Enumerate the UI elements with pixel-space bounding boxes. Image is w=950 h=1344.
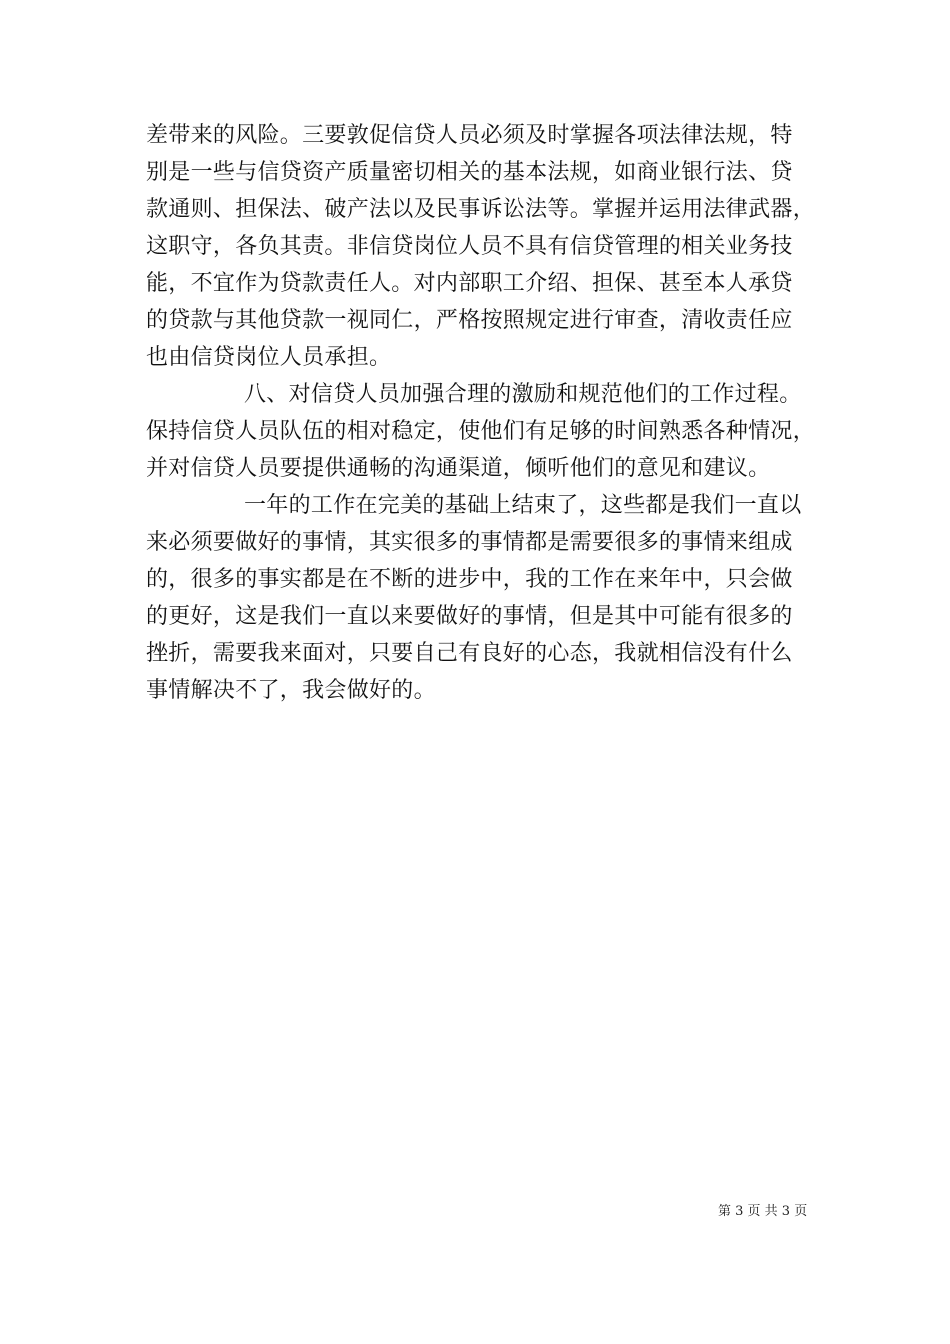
paragraph-3 bbox=[146, 487, 810, 709]
text-line: 款通则、担保法、破产法以及民事诉讼法等。掌握并运用法律武器， bbox=[146, 197, 816, 222]
text-line: 来必须要做好的事情，其实很多的事情都是需要很多的事情来组成 bbox=[146, 530, 793, 555]
text-line: 别是一些与信贷资产质量密切相关的基本法规，如商业银行法、贷 bbox=[146, 160, 793, 185]
page-footer: 第 3 页 共 3 页 bbox=[718, 1204, 808, 1219]
text-line: 挫折，需要我来面对，只要自己有良好的心态，我就相信没有什么 bbox=[146, 641, 793, 666]
paragraph-2 bbox=[146, 376, 816, 487]
text-line: 能，不宜作为贷款责任人。对内部职工介绍、担保、甚至本人承贷 bbox=[146, 271, 793, 296]
text-line: 的，很多的事实都是在不断的进步中，我的工作在来年中，只会做 bbox=[146, 567, 793, 592]
paragraph-1 bbox=[146, 117, 816, 376]
text-line: 差带来的风险。三要敦促信贷人员必须及时掌握各项法律法规，特 bbox=[146, 123, 793, 148]
text-line: 并对信贷人员要提供通畅的沟通渠道，倾听他们的意见和建议。 bbox=[146, 456, 771, 481]
text-line: 保持信贷人员队伍的相对稳定，使他们有足够的时间熟悉各种情况， bbox=[146, 419, 816, 444]
text-line: 这职守，各负其责。非信贷岗位人员不具有信贷管理的相关业务技 bbox=[146, 234, 793, 259]
text-line: 也由信贷岗位人员承担。 bbox=[146, 345, 392, 370]
text-line-indented: 一年的工作在完美的基础上结束了，这些都是我们一直以 bbox=[244, 493, 802, 518]
text-line: 的贷款与其他贷款一视同仁，严格按照规定进行审查，清收责任应 bbox=[146, 308, 793, 333]
text-line: 事情解决不了，我会做好的。 bbox=[146, 678, 436, 703]
text-line: 的更好，这是我们一直以来要做好的事情，但是其中可能有很多的 bbox=[146, 604, 793, 629]
document-body bbox=[146, 117, 816, 709]
text-line-indented: 八、对信贷人员加强合理的激励和规范他们的工作过程。 bbox=[244, 382, 802, 407]
